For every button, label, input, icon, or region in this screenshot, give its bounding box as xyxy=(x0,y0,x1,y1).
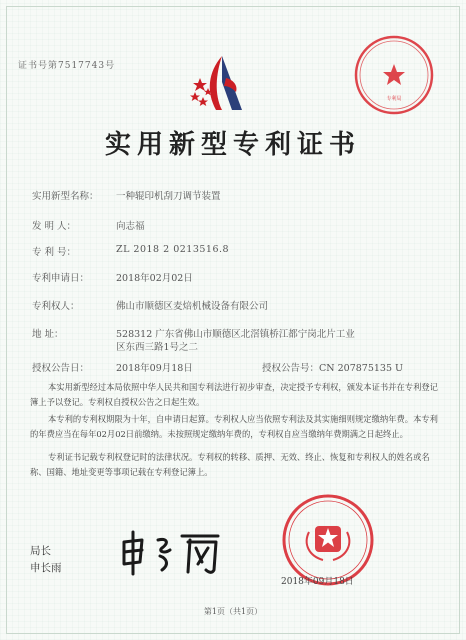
announcement-label: 授权公告号： xyxy=(262,363,320,374)
inventor-value: 向志福 xyxy=(116,221,145,232)
svg-text:专利局: 专利局 xyxy=(386,96,402,102)
director-signature xyxy=(118,528,228,578)
address-line2: 区东西三路1号之二 xyxy=(116,342,199,353)
address-line1: 528312 广东省佛山市顺德区北滘镇桥江都宁岗北片工业 xyxy=(116,329,355,340)
application-date-row xyxy=(32,270,193,284)
application-date-value: 2018年02月02日 xyxy=(116,273,193,284)
announcement-number xyxy=(262,360,403,374)
application-date-label: 专利申请日： xyxy=(32,273,90,284)
issue-date: 2018年09月18日 xyxy=(281,577,354,587)
grant-date-label: 授权公告日： xyxy=(32,363,90,374)
official-seal xyxy=(263,488,393,588)
patent-number-value: ZL 2018 2 0213516.8 xyxy=(116,244,230,255)
director-name: 申长雨 xyxy=(30,562,62,574)
grant-date-value: 2018年09月18日 xyxy=(116,363,193,374)
inventor-label: 发 明 人： xyxy=(32,221,77,232)
address-label: 地 址： xyxy=(32,329,64,340)
statement-text-1: 本实用新型经过本局依照中华人民共和国专利法进行初步审查，决定授予专利权，颁发本证书并在专利登记簿上予以登记。专利权自授权公告之日起生效。 xyxy=(30,382,438,407)
statement-paragraph-3 xyxy=(30,450,440,479)
statement-text-3: 专利证书记载专利权登记时的法律状况。专利权的转移、质押、无效、终止、恢复和专利权人的姓名或名称、国籍、地址变更等事项记载在专利登记簿上。 xyxy=(30,452,430,477)
patent-number-label: 专 利 号： xyxy=(32,247,77,258)
statement-paragraph-1 xyxy=(30,380,440,409)
statement-text-2: 本专利的专利权期限为十年，自申请日起算。专利权人应当依照专利法及其实施细则规定缴纳年费。本专利的年费应当在每年02月02日前缴纳。未按照规定缴纳年费的，专利权自应当缴纳年费期满之日起终止。 xyxy=(30,414,438,439)
inventor-row xyxy=(32,218,145,232)
patentee-label: 专利权人： xyxy=(32,301,80,312)
utility-name-row xyxy=(32,188,221,202)
statement-paragraph-2 xyxy=(30,412,440,441)
office-stamp-icon xyxy=(353,34,435,116)
patent-number-row xyxy=(32,244,230,258)
page-title: 实用新型专利证书 xyxy=(104,130,361,160)
utility-name-value: 一种辊印机刮刀调节装置 xyxy=(116,191,221,202)
director-title: 局长 xyxy=(30,545,51,557)
address-row xyxy=(32,326,355,353)
page-footer: 第1页（共1页） xyxy=(203,607,263,616)
grant-row xyxy=(32,360,404,374)
patent-office-logo xyxy=(188,52,252,116)
patentee-row xyxy=(32,298,269,312)
patentee-value: 佛山市顺德区麦焙机械设备有限公司 xyxy=(116,301,269,312)
utility-name-label: 实用新型名称： xyxy=(32,191,99,202)
announcement-value: CN 207875135 U xyxy=(319,363,404,374)
certificate-number: 证书号第7517743号 xyxy=(18,61,116,71)
